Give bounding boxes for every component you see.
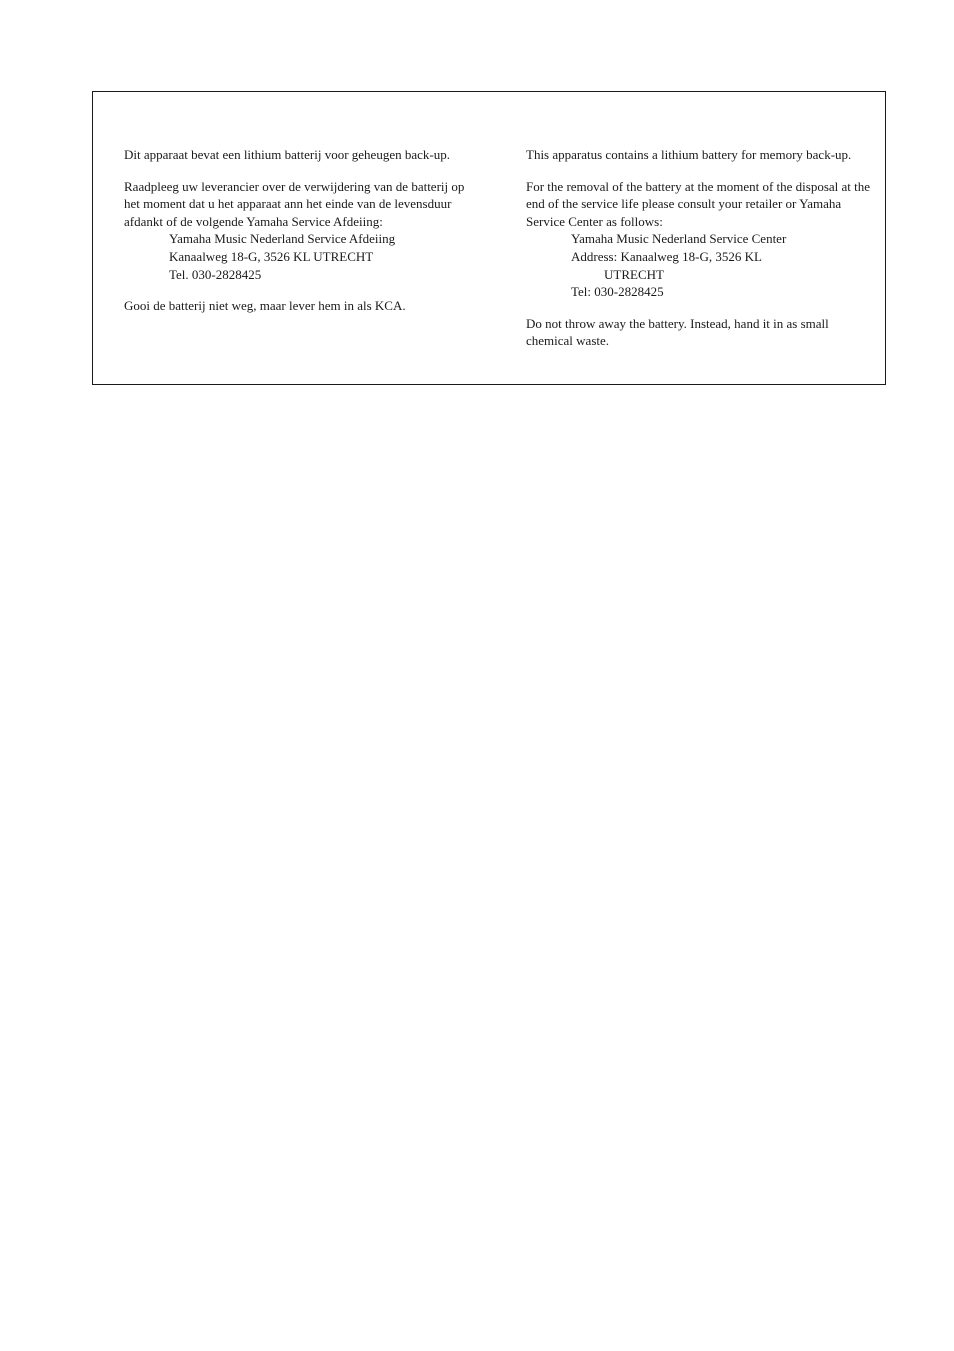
- dutch-address-phone: Tel. 030-2828425: [169, 266, 262, 282]
- english-column: [526, 146, 871, 350]
- dutch-address-street: Kanaalweg 18-G, 3526 KL UTRECHT: [169, 248, 374, 264]
- dutch-battery-intro: Dit apparaat bevat een lithium batterij voor geheugen back-up.: [124, 147, 450, 162]
- dutch-removal-instructions: Raadpleeg uw leverancier over de verwijdering van de batterij op het moment dat u het apparaat ann het einde van de levensduur afdankt of de volgende Yamaha Service Afdeiing:: [124, 178, 465, 229]
- english-address-street: Address: Kanaalweg 18-G, 3526 KL: [571, 248, 762, 264]
- english-disposal-note: Do not throw away the battery. Instead, hand it in as small chemical waste.: [526, 315, 829, 349]
- dutch-column: [124, 146, 469, 315]
- dutch-disposal-note: Gooi de batterij niet weg, maar lever hem in als KCA.: [124, 298, 406, 314]
- english-service-address: [526, 230, 871, 300]
- english-address-name: Yamaha Music Nederland Service Center: [571, 231, 787, 247]
- dutch-service-address: [124, 230, 469, 283]
- english-removal-instructions: For the removal of the battery at the moment of the disposal at the end of the service life please consult your retailer or Yamaha Service Center as follows:: [526, 178, 871, 229]
- english-address-phone: Tel: 030-2828425: [571, 284, 664, 300]
- battery-notice-box: [92, 91, 886, 385]
- english-battery-intro: This apparatus contains a lithium battery for memory back-up.: [526, 147, 852, 162]
- english-address-city: UTRECHT: [604, 266, 664, 282]
- dutch-address-name: Yamaha Music Nederland Service Afdeiing: [169, 231, 396, 247]
